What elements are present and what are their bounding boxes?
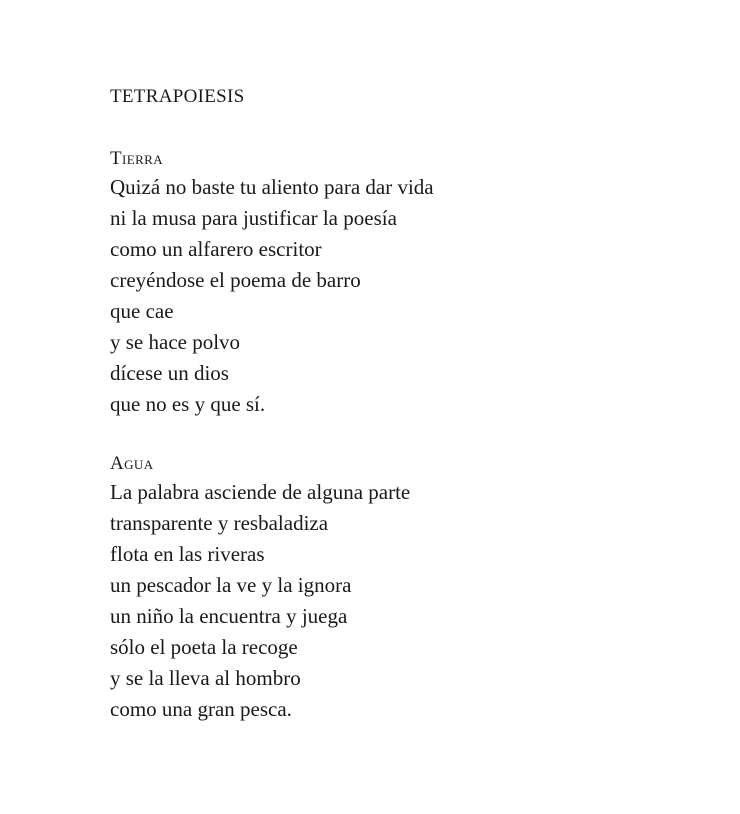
verse-line: ni la musa para justificar la poesía — [110, 206, 397, 230]
verse-line: flota en las riveras — [110, 542, 265, 566]
section-heading: Agua — [110, 453, 154, 474]
verse-line: y se la lleva al hombro — [110, 666, 301, 690]
verse-line: La palabra asciende de alguna parte — [110, 480, 411, 504]
verse-line: un niño la encuentra y juega — [110, 604, 348, 628]
poem-title: TETRAPOIESIS — [110, 86, 245, 107]
document-page — [110, 84, 710, 725]
verse-line: que no es y que sí. — [110, 392, 266, 416]
verse-line: Quizá no baste tu aliento para dar vida — [110, 175, 434, 199]
section-tierra — [110, 146, 710, 420]
verse-line: que cae — [110, 299, 174, 323]
section-heading: Tierra — [110, 148, 164, 169]
verse-line: dícese un dios — [110, 361, 229, 385]
verse-list — [110, 477, 710, 725]
verse-line: un pescador la ve y la ignora — [110, 573, 352, 597]
verse-line: transparente y resbaladiza — [110, 511, 329, 535]
verse-line: sólo el poeta la recoge — [110, 635, 298, 659]
verse-list — [110, 172, 710, 420]
verse-line: creyéndose el poema de barro — [110, 268, 361, 292]
verse-line: como una gran pesca. — [110, 697, 292, 721]
verse-line: y se hace polvo — [110, 330, 241, 354]
section-agua — [110, 451, 710, 725]
verse-line: como un alfarero escritor — [110, 237, 322, 261]
